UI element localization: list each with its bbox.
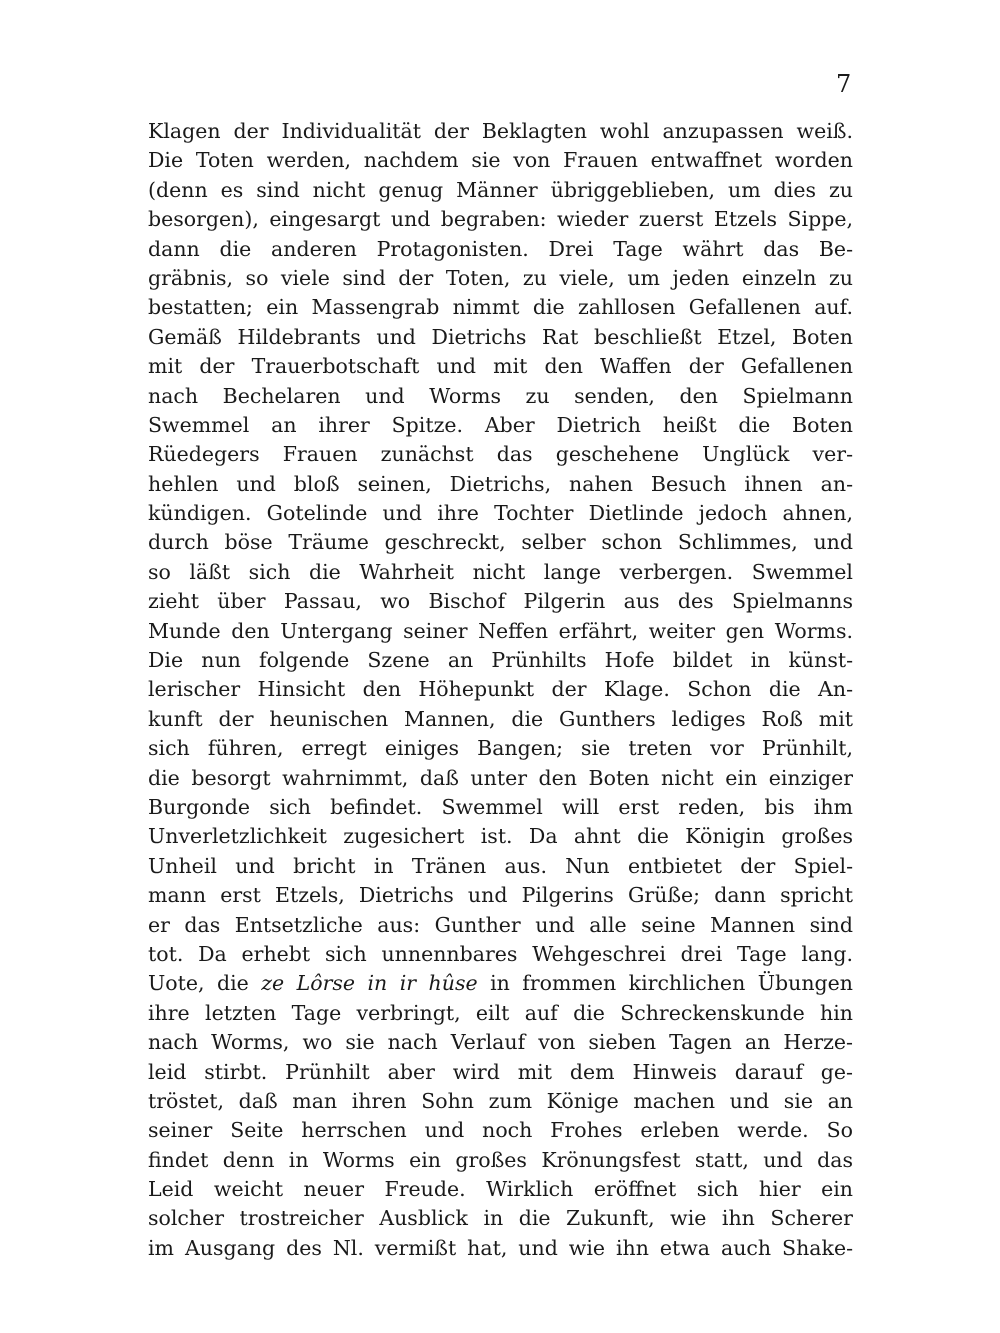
text-line: gräbnis, so viele sind der Toten, zu viele, um jeden einzeln zu [148, 265, 853, 290]
text-line: Gemäß Hildebrants und Dietrichs Rat beschließt Etzel, Boten [148, 324, 853, 349]
text-line: mit der Trauerbotschaft und mit den Waffen der Gefallenen [148, 354, 853, 379]
text-line: Burgonde sich befindet. Swemmel will erst reden, bis ihm [148, 794, 853, 819]
text-line: Munde den Untergang seiner Neffen erfährt, weiter gen Worms. [148, 618, 853, 643]
text-line: besorgen), eingesargt und begraben: wieder zuerst Etzels Sippe, [148, 207, 853, 232]
text-line: Swemmel an ihrer Spitze. Aber Dietrich heißt die Boten [148, 412, 853, 437]
text-line: Klagen der Individualität der Beklagten wohl anzupassen weiß. [148, 119, 853, 143]
text-line: zieht über Passau, wo Bischof Pilgerin aus des Spielmanns [148, 589, 853, 614]
text-line: die besorgt wahrnimmt, daß unter den Boten nicht ein einziger [148, 765, 853, 790]
text-line: durch böse Träume geschreckt, selber schon Schlimmes, und [148, 530, 853, 555]
text-line: tröstet, daß man ihren Sohn zum Könige machen und sie an [148, 1088, 853, 1113]
body-text [148, 117, 853, 1263]
text-line: Die nun folgende Szene an Prünhilts Hofe bildet in künst- [148, 648, 853, 673]
text-line: lerischer Hinsicht den Höhepunkt der Klage. Schon die An- [148, 677, 853, 702]
text-line: Rüedegers Frauen zunächst das geschehene Unglück ver- [148, 442, 853, 467]
text-line: seiner Seite herrschen und noch Frohes erleben werde. So [148, 1118, 853, 1143]
text-line: tot. Da erhebt sich unnennbares Wehgeschrei drei Tage lang. [148, 941, 853, 966]
text-line: er das Entsetzliche aus: Gunther und alle seine Mannen sind [148, 912, 853, 937]
text-line: dann die anderen Protagonisten. Drei Tage währt das Be- [148, 236, 853, 261]
text-line: ihre letzten Tage verbringt, eilt auf die Schreckenskunde hin [148, 1000, 853, 1025]
text-line: Die Toten werden, nachdem sie von Frauen entwaffnet worden [148, 148, 853, 173]
page-number: 7 [836, 70, 852, 98]
italic-quote: ze Lôrse in ir hûse [261, 971, 478, 996]
text-line: kündigen. Gotelinde und ihre Tochter Dietlinde jedoch ahnen, [148, 501, 853, 526]
text-line: (denn es sind nicht genug Männer übriggeblieben, um dies zu [148, 177, 853, 202]
text-line: nach Worms, wo sie nach Verlauf von sieben Tagen an Herze- [148, 1030, 853, 1055]
text-line: sich führen, erregt einiges Bangen; sie treten vor Prünhilt, [148, 736, 853, 761]
text-line: nach Bechelaren und Worms zu senden, den Spielmann [148, 383, 853, 408]
text-segment: in frommen kirchlichen Übungen [490, 971, 853, 996]
text-line: so läßt sich die Wahrheit nicht lange verbergen. Swemmel [148, 559, 853, 584]
text-line: im Ausgang des Nl. vermißt hat, und wie ihn etwa auch Shake- [148, 1235, 853, 1260]
text-line: kunft der heunischen Mannen, die Gunthers lediges Roß mit [148, 706, 853, 731]
text-line: Unverletzlichkeit zugesichert ist. Da ahnt die Königin großes [148, 824, 853, 849]
text-line: leid stirbt. Prünhilt aber wird mit dem Hinweis darauf ge- [148, 1059, 853, 1084]
text-line: mann erst Etzels, Dietrichs und Pilgerins Grüße; dann spricht [148, 883, 853, 908]
text-line: findet denn in Worms ein großes Krönungsfest statt, und das [148, 1147, 853, 1172]
text-line: Unheil und bricht in Tränen aus. Nun entbietet der Spiel- [148, 853, 853, 878]
text-line: bestatten; ein Massengrab nimmt die zahllosen Gefallenen auf. [148, 295, 853, 320]
text-line: hehlen und bloß seinen, Dietrichs, nahen Besuch ihnen an- [148, 471, 853, 496]
text-segment: Uote, die [148, 971, 249, 996]
text-line: Leid weicht neuer Freude. Wirklich eröffnet sich hier ein [148, 1177, 853, 1202]
text-line-with-italic [148, 969, 853, 998]
text-line: solcher trostreicher Ausblick in die Zukunft, wie ihn Scherer [148, 1206, 853, 1231]
